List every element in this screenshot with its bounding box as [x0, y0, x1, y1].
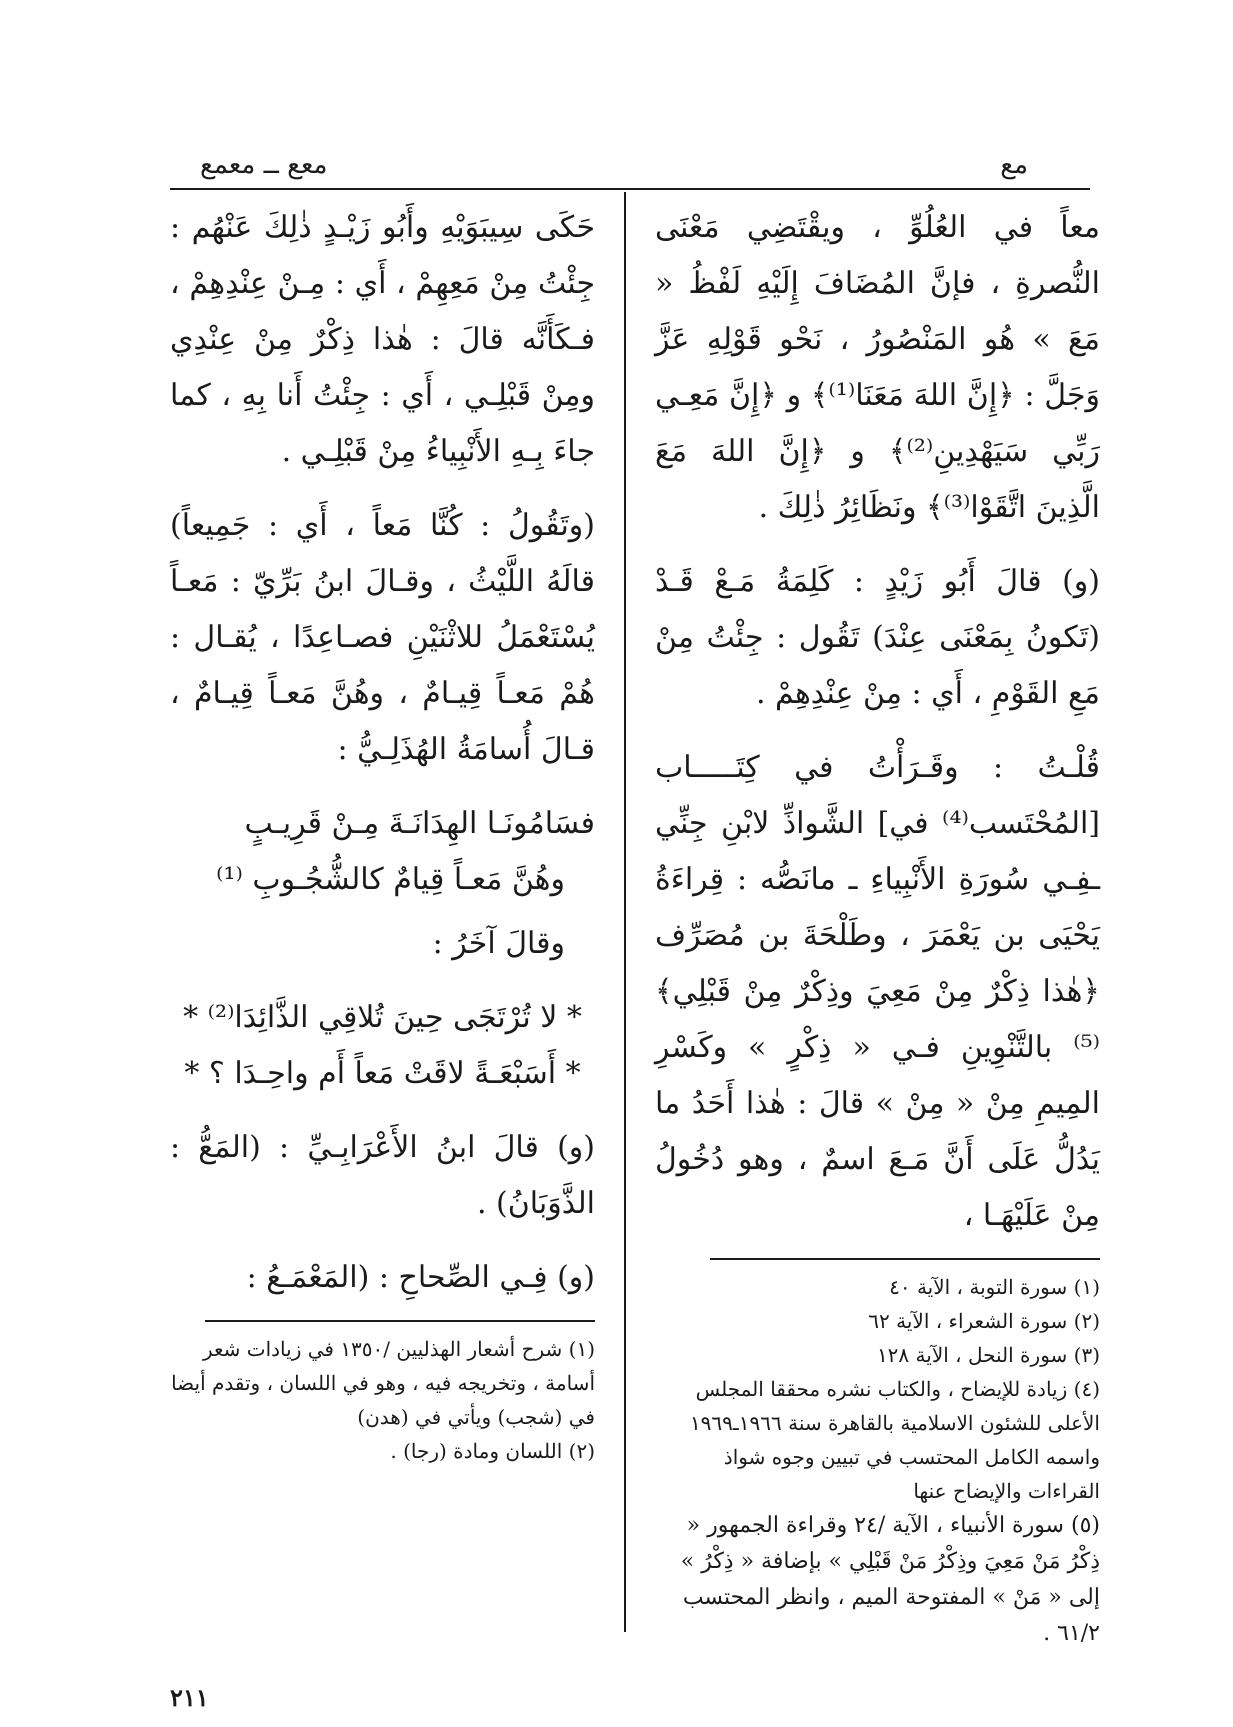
verse-1-line-1: فسَامُونَـا الهِدَانَـةَ مِـنْ قَرِيـبٍ [244, 806, 595, 841]
right-paragraph-2: (و) قالَ أَبُو زَيْدٍ : كَلِمَةُ مَـعْ قَـدْ (تَكونُ بِمَعْنَى عِنْدَ) تَقُول : جِئْتُ مِنْ مَعِ القَوْمِ ، أَي : مِنْ عِنْدِهِمْ . [655, 564, 1100, 711]
left-paragraph-1: حَكَى سِيبَوَيْهِ وأَبُو زَيْـدٍ ذٰلِكَ عَنْهُم : جِئْتُ مِنْ مَعِهِمْ ، أَي : مِـنْ عِنْدِهِمْ ، فـكَأَنَّه قالَ : هٰذا ذِكْرٌ مِنْ عِنْدِي ومِنْ قَبْلِـي ، أَي : جِئْتُ أَنا بِهِ ، كما جاءَ بِـهِ الأَنْبِياءُ مِنْ قَبْلِـي . [170, 210, 595, 469]
left-footnote-1: (١) شرح أشعار الهذليين /١٣٥٠ في زيادات شعر أسامة ، وتخريجه فيه ، وهو في اللسان ، وتقدم أيضا في (شجب) ويأتي في (هدن) [171, 1337, 595, 1429]
left-paragraph-3: وقالَ آخَرُ : [432, 926, 565, 961]
left-paragraph-2: (وتَقُولُ : كُنَّا مَعاً ، أَي : جَمِيعاً) قالَهُ اللَّيْثُ ، وقـالَ ابنُ بَرِّيّ : مَعـاً يُسْتَعْمَلُ للاثْنَيْنِ فصـاعِدًا ، يُقـال : هُمْ مَعـاً قِيـامٌ ، وهُنَّ مَعـاً قِيـامٌ ، قـالَ أُسامَةُ الهُذَلِـيُّ : [170, 508, 595, 767]
right-footnote-5: (٥) سورة الأنبياء ، الآية /٢٤ وقراءة الجمهور « ذِكْرُ مَنْ مَعِيَ وذِكْرُ مَنْ قَبْلِي » بإضافة « ذِكْرُ » إلى « مَنْ » المفتوحة الميم ، وانظر المحتسب ٦١/٢ . [680, 1513, 1100, 1646]
right-footnote-1: (١) سورة التوبة ، الآية ٤٠ [889, 1275, 1100, 1299]
right-column [655, 200, 1100, 1652]
right-paragraph-3: قُلْـتُ : وقَـرَأْتُ في كِتَـــــاب [المُحْتَسب⁽⁴⁾ في] الشَّواذِّ لابْنِ جِنِّي ـفِـي سُورَةِ الأَنْبِياءِ ـ مانَصُّه : قِراءَةُ يَحْيَى بن يَعْمَرَ ، وطَلْحَةَ بن مُصَرِّف ﴿هٰذا ذِكْرٌ مِنْ مَعِيَ وذِكْرٌ مِنْ قَبْلِي﴾⁽⁵⁾ بالتَّنْوِينِ فـي « ذِكْرٍ » وكَسْرِ المِيمِ مِنْ « مِنْ » قالَ : هٰذا أَحَدُ ما يَدُلُّ عَلَى أَنَّ مَـعَ اسمٌ ، وهو دُخُولُ مِنْ عَلَيْهَـا ، [655, 750, 1100, 1233]
left-column [170, 200, 595, 1468]
column-divider [624, 192, 626, 1632]
header-rule [170, 188, 1090, 190]
page-number: ٢١١ [170, 1683, 209, 1712]
right-footnote-4: (٤) زيادة للإيضاح ، والكتاب نشره محققا المجلس الأعلى للشئون الاسلامية بالقاهرة سنة ١٩٦٦ـ١٩٦٩ واسمه الكامل المحتسب في تبيين وجوه شواذ القراءات والإيضاح عنها [689, 1377, 1100, 1503]
left-footnote-2: (٢) اللسان ومادة (رجا) . [390, 1439, 595, 1463]
right-paragraph-1: معاً في العُلُوِّ ، ويقْتَضِي مَعْنَى النُّصرةِ ، فإنَّ المُضَافَ إِلَيْهِ لَفْظُ « مَعَ » هُو المَنْصُورُ ، نَحْو قَوْلِهِ عَزَّ وَجَلَّ : ﴿إِنَّ اللهَ مَعَنَا⁽¹⁾﴾ و ﴿إِنَّ مَعِـي رَبِّي سَيَهْدِينِ⁽²⁾﴾ و ﴿إِنَّ اللهَ مَعَ الَّذِينَ اتَّقَوْا⁽³⁾﴾ ونَظَائِرُ ذٰلِكَ . [655, 210, 1100, 525]
header-right-title: مع [1000, 150, 1028, 180]
left-paragraph-4: (و) قالَ ابنُ الأَعْرَابِـيِّ : (المَعُّ : الذَّوَبَانُ) . [170, 1130, 595, 1221]
right-footnote-3: (٣) سورة النحل ، الآية ١٢٨ [876, 1343, 1100, 1367]
verse-1-line-2: وهُنَّ مَعـاً قِيامٌ كالشُّجُـوبِ ⁽¹⁾ [216, 862, 565, 897]
verse-2-line-1: * لا تُرْتَجَى حِينَ تُلاقِي الذَّائِدَا⁽²⁾ * [183, 1000, 582, 1035]
right-footnote-2: (٢) سورة الشعراء ، الآية ٦٢ [868, 1309, 1100, 1333]
header-left-title: معع ــ معمع [200, 150, 328, 180]
verse-2-line-2: * أَسَبْعَـةً لاقَتْ مَعاً أَم واحِـدَا ؟ * [184, 1056, 581, 1091]
left-paragraph-5: (و) فِـي الصِّحاحِ : (المَعْمَـعُ : [246, 1260, 595, 1295]
